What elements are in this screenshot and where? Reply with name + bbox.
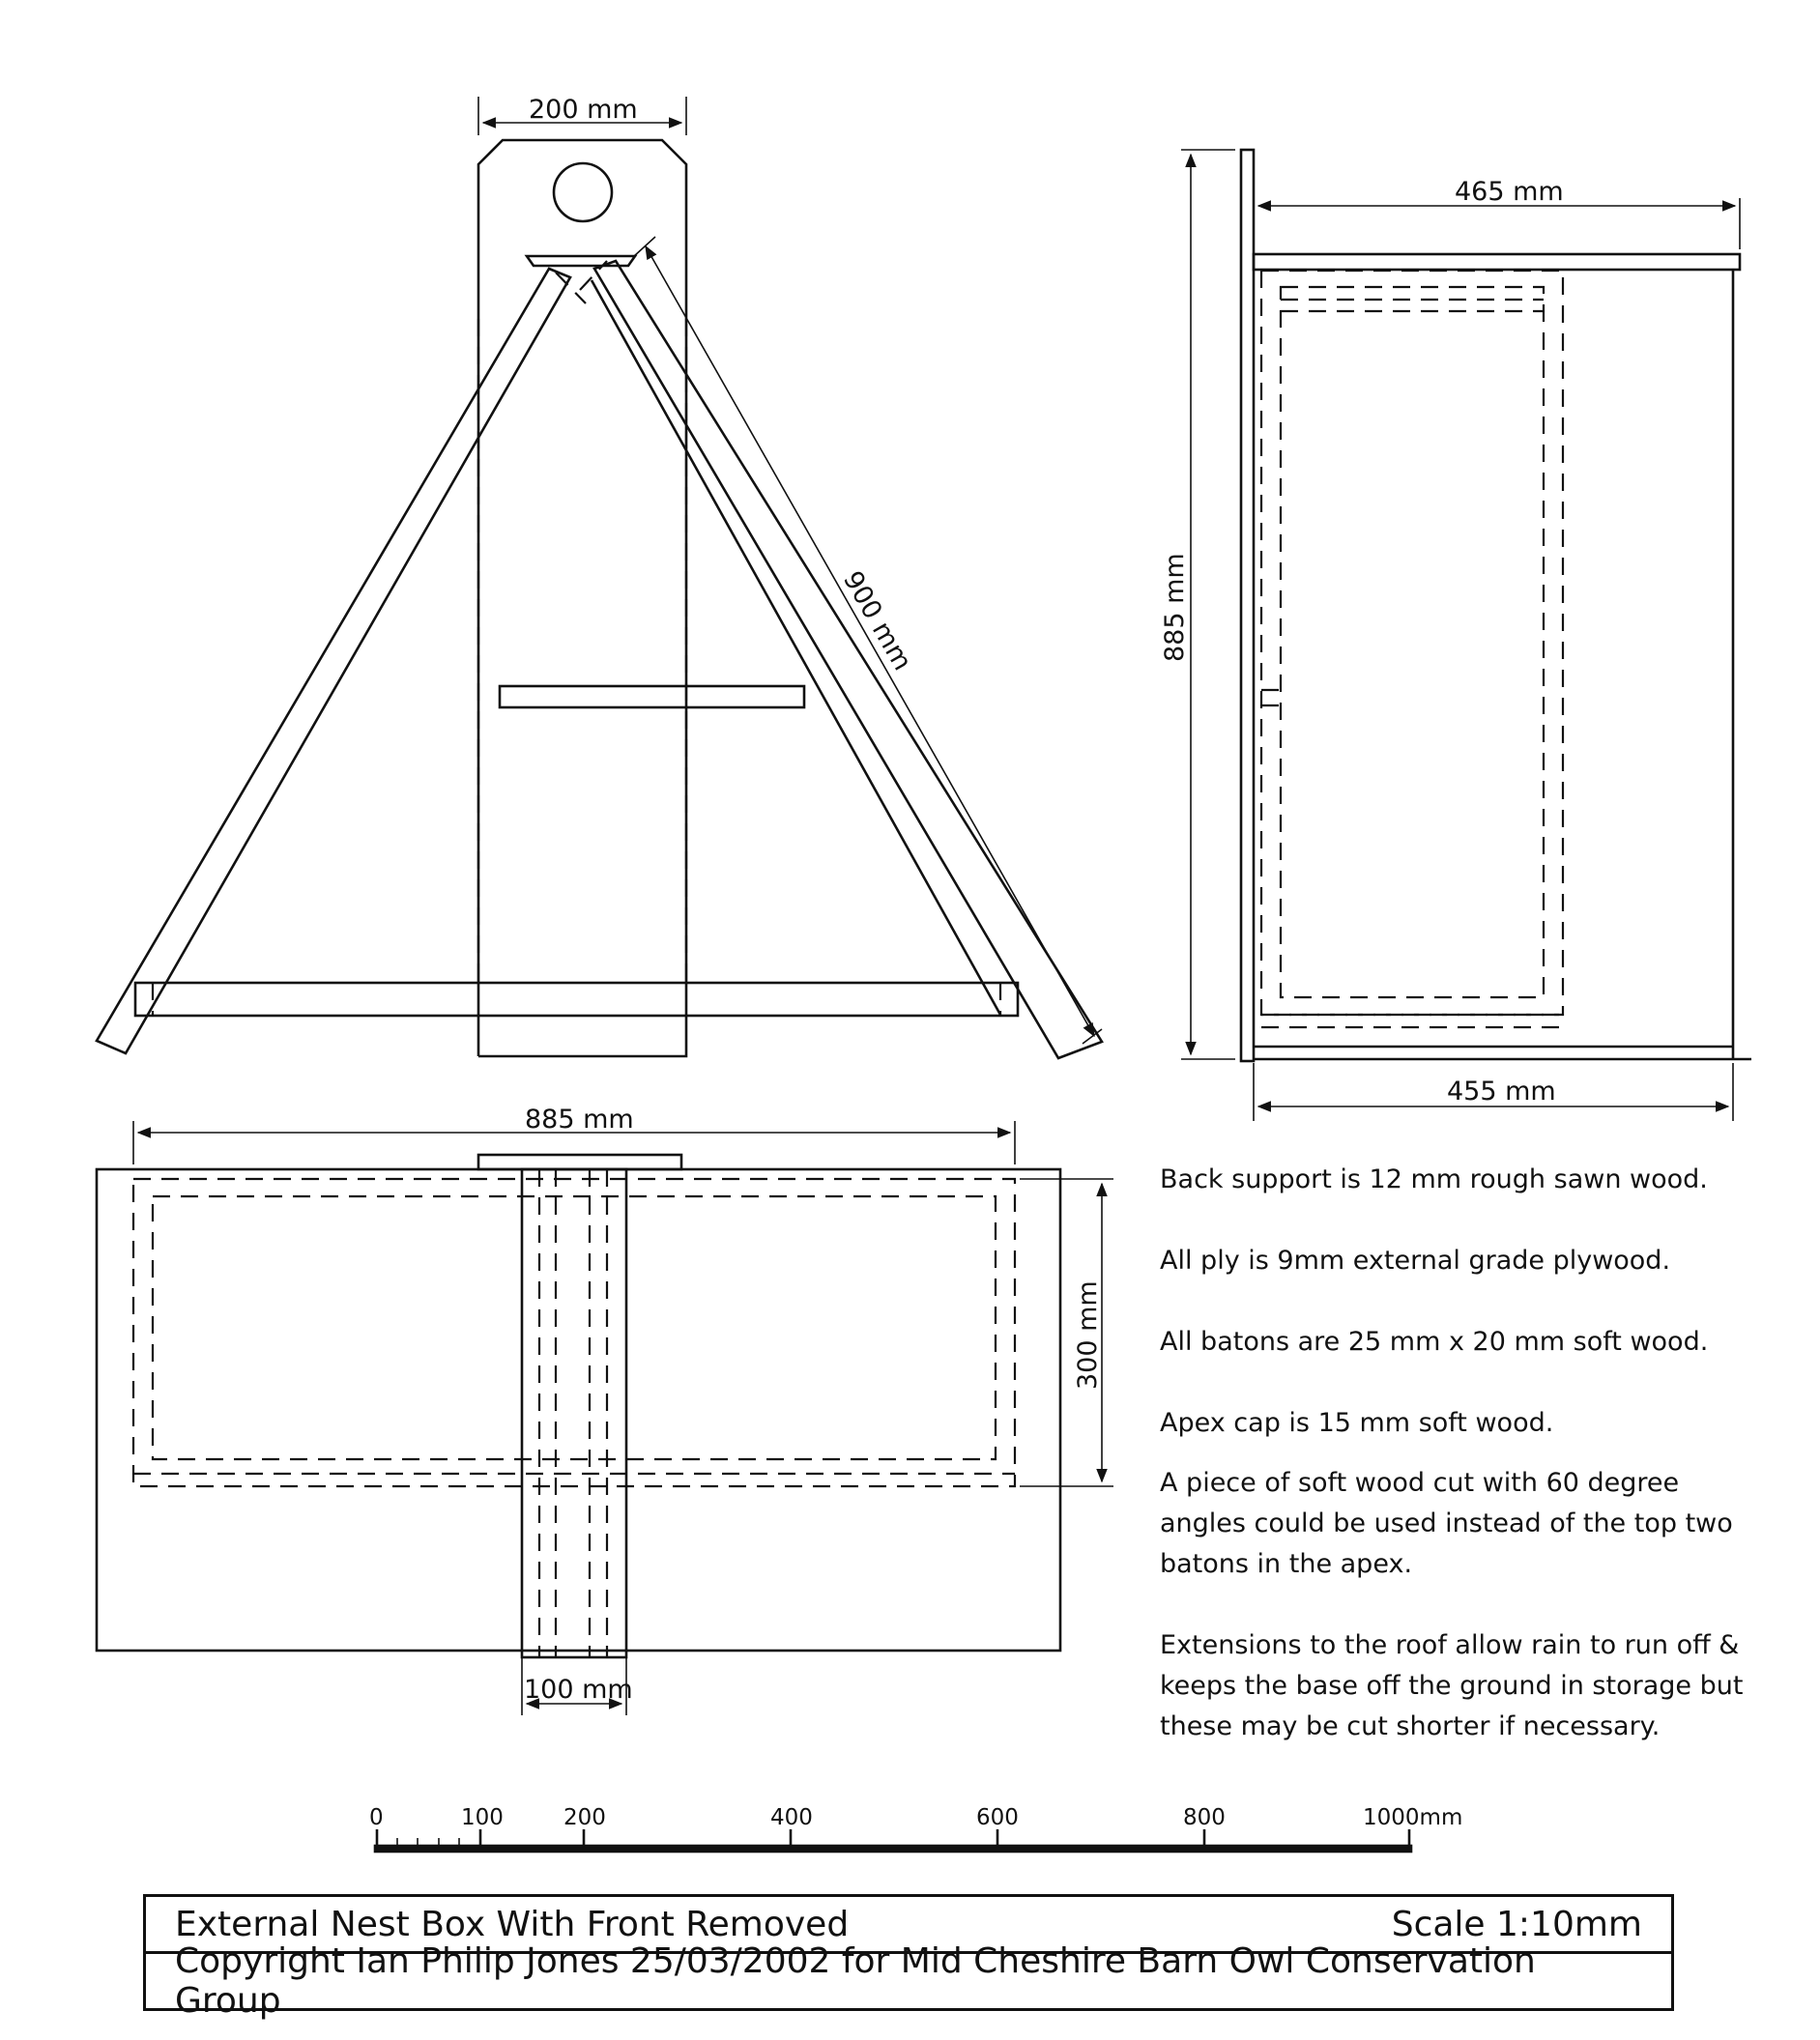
plan-outline (97, 1169, 1060, 1651)
right-roof-leg (594, 261, 1102, 1058)
construction-notes (1160, 1160, 1759, 1747)
side-bottom-width-label: 455 mm (1447, 1077, 1556, 1106)
title-block-row-copyright (143, 1941, 1674, 2021)
post-hanging-hole (554, 163, 612, 221)
note-batons: All batons are 25 mm x 20 mm soft wood. (1160, 1327, 1709, 1357)
plan-post-width-label: 100 mm (524, 1675, 633, 1705)
plan-apex-cap (478, 1155, 681, 1169)
side-back-support (1241, 150, 1254, 1061)
copyright-text: Copyright Ian Philip Jones 25/03/2002 for Mid Cheshire Barn Owl Conservation Group (175, 1941, 1536, 2021)
scale-label-100: 100 (461, 1805, 504, 1830)
scale-label-0: 0 (369, 1805, 384, 1830)
side-top-width-label: 465 mm (1455, 177, 1564, 207)
scale-label-1000: 1000mm (1363, 1805, 1463, 1830)
front-base (135, 983, 1018, 1016)
scale-bar (369, 1805, 1462, 1852)
plan-depth-label: 300 mm (1073, 1280, 1103, 1390)
side-roof (1254, 254, 1740, 270)
scale-label-600: 600 (976, 1805, 1019, 1830)
plan-view (97, 1105, 1113, 1715)
front-top-width-label: 200 mm (529, 95, 638, 125)
side-height-label: 885 mm (1160, 553, 1190, 662)
front-view (97, 95, 1102, 1058)
plan-width-label: 885 mm (525, 1105, 634, 1135)
note-plywood: All ply is 9mm external grade plywood. (1160, 1246, 1671, 1276)
note-soft-wood-alternative: A piece of soft wood cut with 60 degree angles could be used instead of the top two batons in the apex. (1160, 1468, 1733, 1579)
left-roof-leg (97, 269, 570, 1053)
side-view (1160, 150, 1751, 1121)
drawing-title: External Nest Box With Front Removed (175, 1904, 850, 1944)
drawing-scale: Scale 1:10mm (1391, 1904, 1642, 1944)
scale-label-800: 800 (1183, 1805, 1226, 1830)
scale-label-400: 400 (770, 1805, 813, 1830)
leg-length-label: 900 mm (836, 566, 918, 676)
perch (500, 686, 804, 707)
plan-back-post (522, 1169, 626, 1657)
back-support-post (478, 140, 686, 1056)
scale-label-200: 200 (563, 1805, 606, 1830)
note-back-support: Back support is 12 mm rough sawn wood. (1160, 1164, 1708, 1194)
note-apex-cap: Apex cap is 15 mm soft wood. (1160, 1408, 1554, 1438)
note-roof-extensions: Extensions to the roof allow rain to run off & keeps the base off the ground in storage but these may be cut shorter if necessary. (1160, 1630, 1744, 1741)
